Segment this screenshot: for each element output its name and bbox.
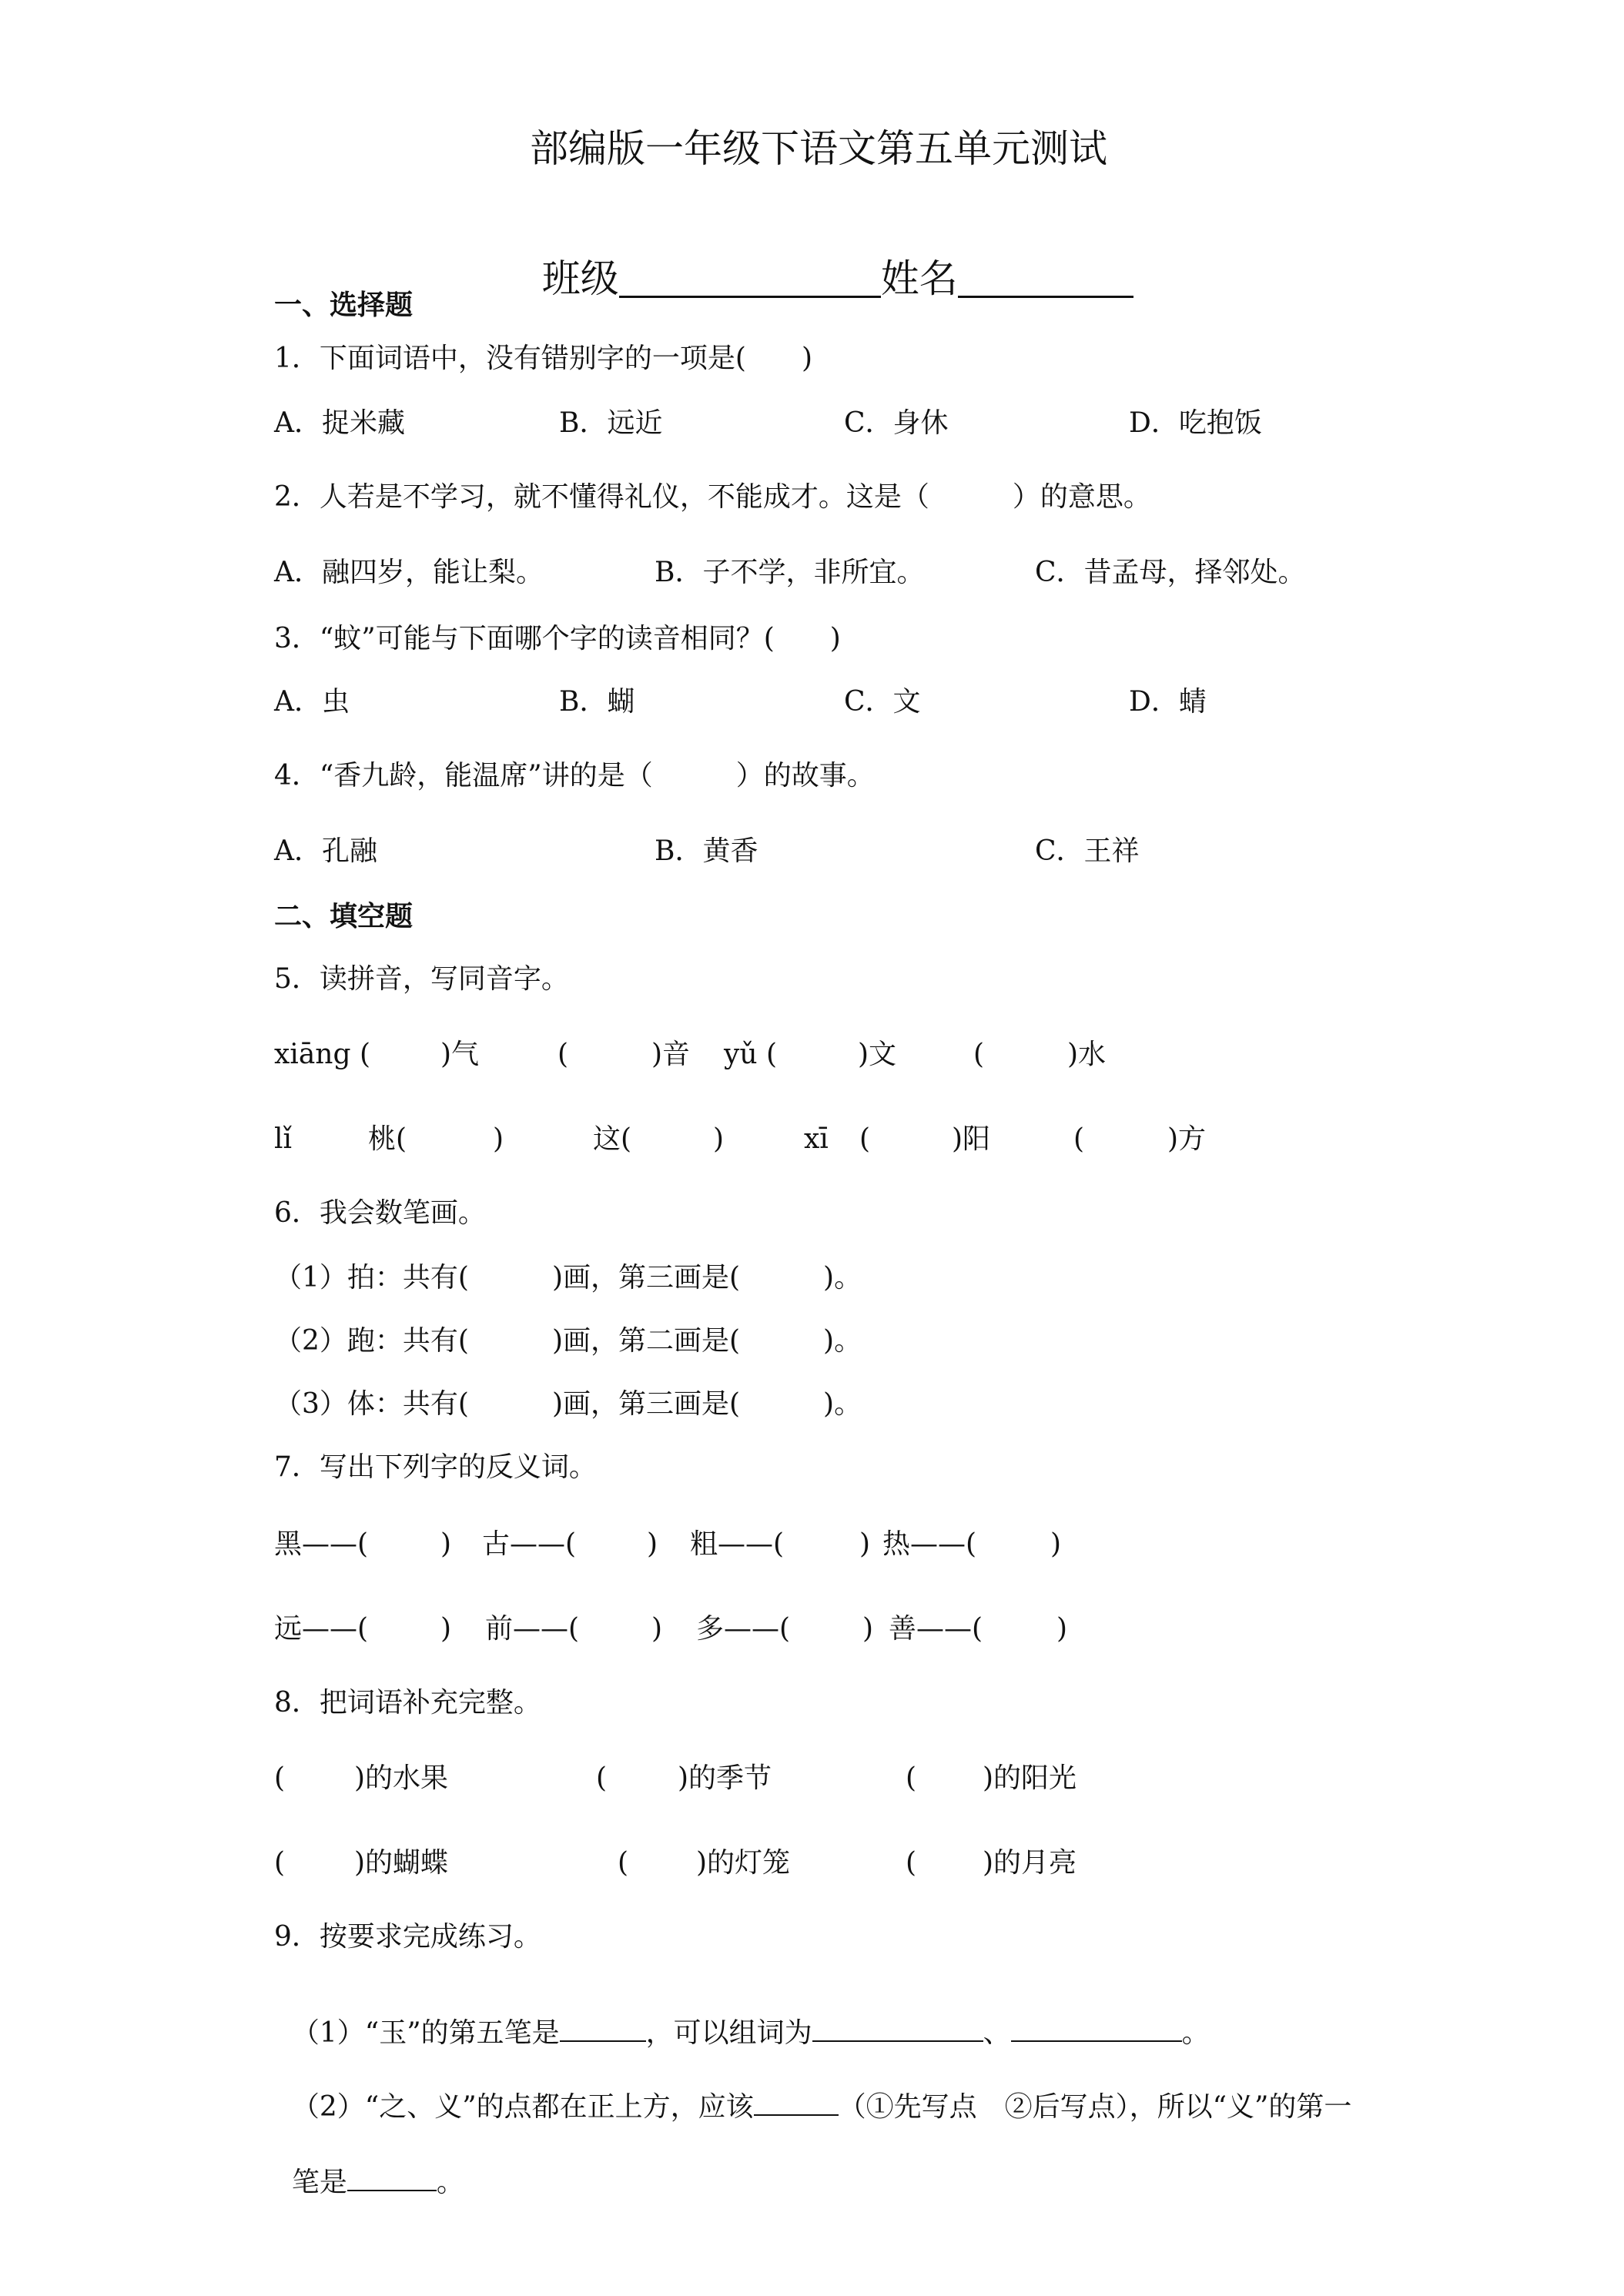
name-blank[interactable] (958, 257, 1133, 298)
q5-xi-1-open[interactable]: ( (859, 1123, 871, 1155)
q9-blank-order[interactable] (754, 2088, 839, 2116)
q9-line-3 (274, 2136, 464, 2197)
q7-re-close[interactable]: ) (1050, 1528, 1062, 1560)
q7-cu-close[interactable]: ) (859, 1528, 871, 1560)
question-3-stem: 3．“蚊”可能与下面哪个字的读音相同？( ) (274, 623, 841, 654)
q8-fruit: )的水果 (354, 1762, 449, 1794)
q7-yuan-close[interactable]: ) (440, 1613, 452, 1645)
question-4-stem: 4．“香九龄，能温席”讲的是（ ）的故事。 (274, 760, 875, 792)
q5-pinyin-yu: yǔ ( (724, 1039, 778, 1070)
q8-r1-open-1[interactable]: ( (274, 1762, 286, 1794)
q8-season: )的季节 (678, 1762, 772, 1794)
q9-l1-text-c: 、 (983, 2017, 1011, 2049)
question-9-stem: 9．按要求完成练习。 (274, 1921, 541, 1953)
q8-r2-open-1[interactable]: ( (274, 1847, 286, 1879)
q9-blank-fifth-stroke[interactable] (560, 2014, 646, 2042)
q8-lantern: )的灯笼 (696, 1847, 791, 1879)
q5-blank-3-close[interactable]: )文 (858, 1039, 897, 1070)
section-heading-fill: 二、填空题 (274, 900, 414, 932)
q9-l1-text-d: 。 (1181, 2017, 1210, 2049)
q7-shan[interactable]: 善——( (889, 1613, 983, 1645)
question-3-option-d[interactable]: D．蜻 (1129, 686, 1207, 718)
q5-blank-4-close[interactable]: )水 (1067, 1039, 1107, 1070)
question-1-option-b[interactable]: B．远近 (559, 407, 663, 439)
question-7-stem: 7．写出下列字的反义词。 (274, 1451, 597, 1483)
q5-blank-2-close[interactable]: )音 (651, 1039, 691, 1070)
q5-xi-2-close[interactable]: )方 (1167, 1123, 1207, 1155)
q9-l2-text-a: （2）“之、义”的点都在正上方，应该 (291, 2091, 754, 2123)
q7-gu-close[interactable]: ) (647, 1528, 658, 1560)
q7-hei-close[interactable]: ) (440, 1528, 452, 1560)
q5-li-1-open[interactable]: 桃( (368, 1123, 407, 1155)
q5-blank-2-open[interactable]: ( (558, 1039, 569, 1070)
question-3-option-b[interactable]: B．蝴 (559, 686, 635, 718)
q9-l3-text-b: 。 (436, 2167, 464, 2198)
q6-line-2[interactable]: （2）跑：共有( )画，第二画是( )。 (274, 1325, 862, 1357)
question-1-option-a[interactable]: A．捉米藏 (274, 407, 405, 439)
q7-shan-close[interactable]: ) (1056, 1613, 1068, 1645)
q7-gu[interactable]: 古——( (482, 1528, 577, 1560)
q5-pinyin-xi: xī (804, 1123, 829, 1155)
q5-blank-4-open[interactable]: ( (973, 1039, 985, 1070)
question-4-option-c[interactable]: C．王祥 (1035, 835, 1140, 867)
section-heading-choice: 一、选择题 (274, 289, 414, 321)
q7-re[interactable]: 热——( (882, 1528, 977, 1560)
q5-li-2-close[interactable]: ) (713, 1123, 725, 1155)
question-8-stem: 8．把词语补充完整。 (274, 1687, 541, 1719)
q7-hei[interactable]: 黑——( (274, 1528, 369, 1560)
question-3-option-a[interactable]: A．虫 (274, 686, 350, 718)
question-5-stem: 5．读拼音，写同音字。 (274, 963, 569, 995)
name-label: 姓名 (880, 256, 958, 301)
q7-qian[interactable]: 前——( (485, 1613, 580, 1645)
q8-r2-open-2[interactable]: ( (618, 1847, 629, 1879)
q9-l1-text-b: ，可以组词为 (645, 2017, 812, 2049)
q9-l1-text-a: （1）“玉”的第五笔是 (291, 2017, 560, 2049)
question-6-stem: 6．我会数笔画。 (274, 1197, 486, 1229)
q5-xi-1-close[interactable]: )阳 (952, 1123, 991, 1155)
q9-blank-word-1[interactable] (812, 2014, 983, 2042)
q5-xi-2-open[interactable]: ( (1073, 1123, 1085, 1155)
q8-moon: )的月亮 (983, 1847, 1077, 1879)
q5-li-1-close[interactable]: ) (493, 1123, 504, 1155)
q5-pinyin-li: lǐ (274, 1123, 293, 1155)
question-1-option-d[interactable]: D．吃抱饭 (1129, 407, 1262, 439)
question-3-option-c[interactable]: C．文 (844, 686, 921, 718)
q5-li-2-open[interactable]: 这( (593, 1123, 632, 1155)
q7-duo-close[interactable]: ) (862, 1613, 874, 1645)
question-2-option-c[interactable]: C．昔孟母，择邻处。 (1035, 557, 1306, 588)
class-name-line (517, 219, 1133, 301)
question-4-option-a[interactable]: A．孔融 (274, 835, 377, 867)
q5-pinyin-xiang: xiāng ( (274, 1039, 370, 1070)
page-title: 部编版一年级下语文第五单元测试 (530, 126, 1107, 171)
question-1-option-c[interactable]: C．身休 (844, 407, 949, 439)
q8-butterfly: )的蝴蝶 (354, 1847, 449, 1879)
question-2-stem: 2．人若是不学习，就不懂得礼仪，不能成才。这是（ ）的意思。 (274, 481, 1151, 513)
q9-blank-word-2[interactable] (1011, 2014, 1182, 2042)
question-2-option-b[interactable]: B．子不学，非所宜。 (655, 557, 925, 588)
question-1-stem: 1．下面词语中，没有错别字的一项是( ) (274, 343, 812, 374)
question-2-option-a[interactable]: A．融四岁，能让梨。 (274, 557, 544, 588)
question-4-option-b[interactable]: B．黄香 (655, 835, 758, 867)
q7-duo[interactable]: 多——( (696, 1613, 791, 1645)
q6-line-3[interactable]: （3）体：共有( )画，第三画是( )。 (274, 1388, 862, 1420)
q9-line-2 (274, 2060, 1351, 2121)
q9-l2-text-b: （①先写点 ②后写点），所以“义”的第一 (838, 2091, 1352, 2123)
q9-blank-first-stroke[interactable] (347, 2164, 437, 2191)
q5-blank-1-close[interactable]: )气 (440, 1039, 480, 1070)
class-blank[interactable] (619, 257, 881, 298)
q9-l3-text-a: 笔是 (291, 2167, 347, 2198)
class-label: 班级 (541, 256, 619, 301)
q8-r1-open-2[interactable]: ( (596, 1762, 608, 1794)
q7-cu[interactable]: 粗——( (690, 1528, 785, 1560)
q7-yuan[interactable]: 远——( (274, 1613, 369, 1645)
q7-qian-close[interactable]: ) (651, 1613, 663, 1645)
q8-sunshine: )的阳光 (983, 1762, 1077, 1794)
q8-r2-open-3[interactable]: ( (906, 1847, 917, 1879)
q8-r1-open-3[interactable]: ( (906, 1762, 917, 1794)
q6-line-1[interactable]: （1）拍：共有( )画，第三画是( )。 (274, 1262, 862, 1294)
q9-line-1 (274, 1986, 1210, 2047)
